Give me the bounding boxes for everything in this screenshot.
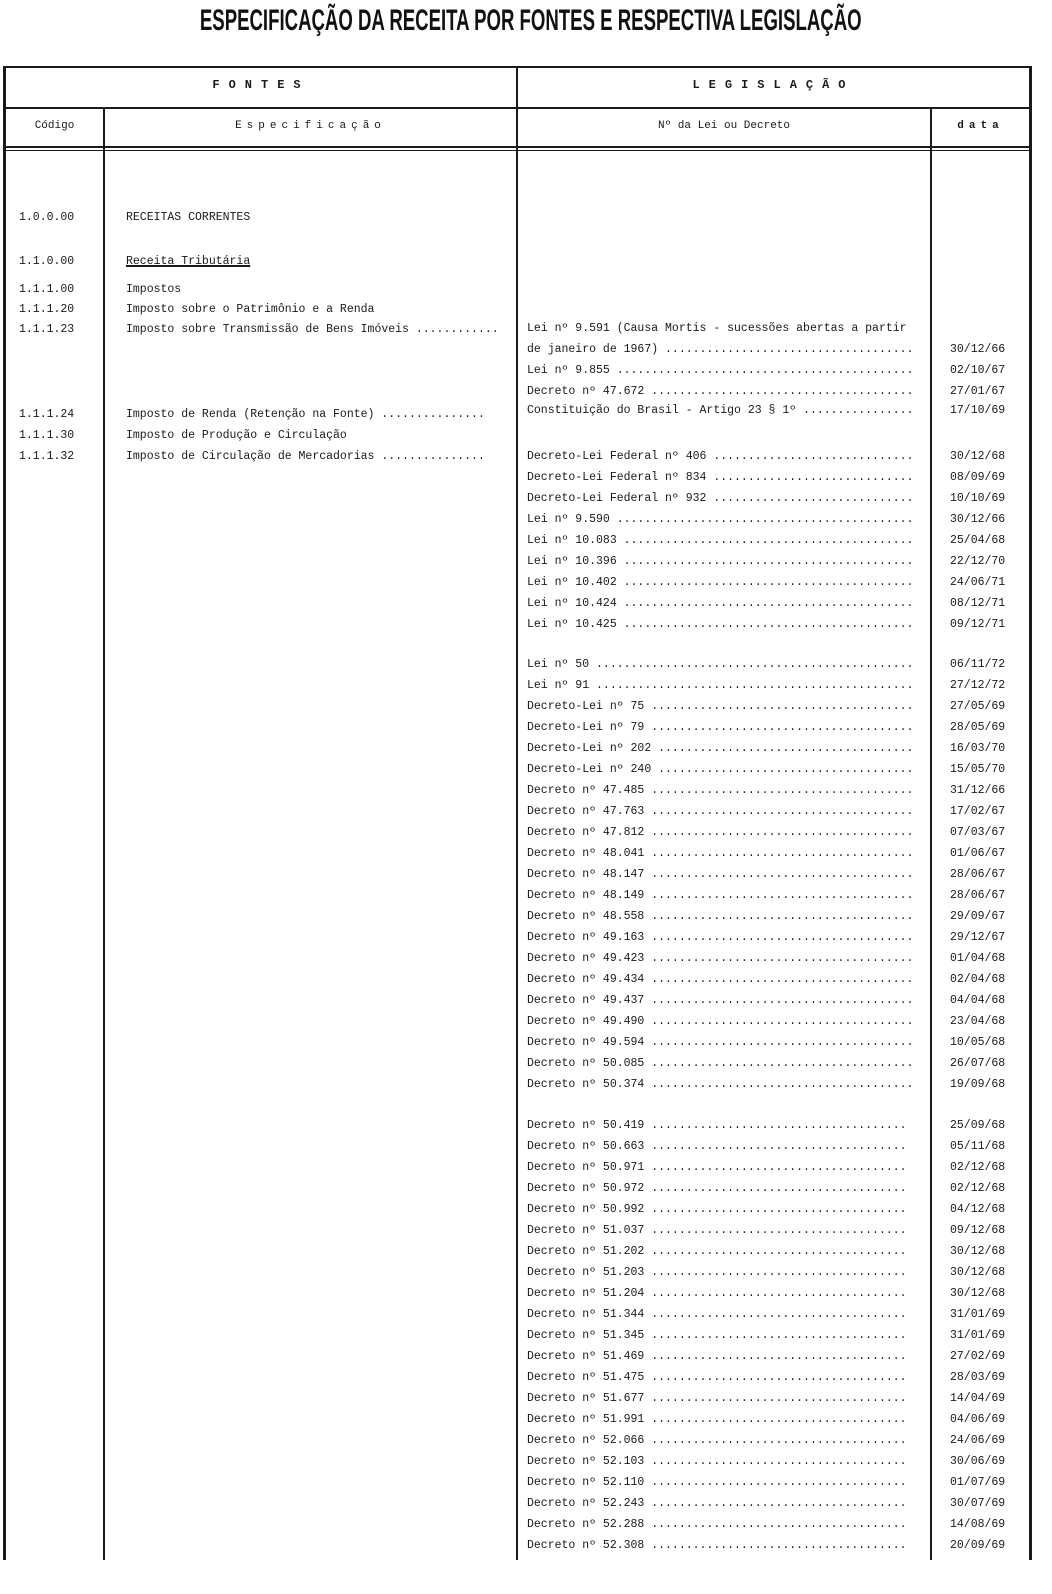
lei-data: 26/07/68 (950, 1057, 1006, 1070)
lei-data: 19/09/68 (950, 1078, 1006, 1091)
fonte-especificacao: Imposto de Produção e Circulação (126, 429, 347, 442)
fonte-especificacao: RECEITAS CORRENTES (126, 211, 251, 224)
lei-decreto: Decreto-Lei Federal nº 932 ............................. (527, 492, 914, 505)
lei-data: 30/12/68 (950, 1266, 1006, 1279)
fonte-code: 1.1.1.32 (19, 450, 75, 463)
lei-decreto: de janeiro de 1967) .................................... (527, 343, 914, 356)
lei-data: 27/05/69 (950, 700, 1006, 713)
lei-data: 24/06/71 (950, 576, 1006, 589)
lei-decreto: Decreto nº 47.812 ...................................... (527, 826, 914, 839)
header-codigo: Código (34, 120, 75, 132)
lei-data: 28/06/67 (950, 889, 1006, 902)
lei-data: 10/10/69 (950, 492, 1006, 505)
lei-data: 30/12/68 (950, 450, 1006, 463)
fonte-especificacao: Receita Tributária (126, 255, 251, 268)
lei-data: 31/01/69 (950, 1308, 1006, 1321)
lei-decreto: Decreto nº 50.419 ..................................... (527, 1119, 907, 1132)
lei-decreto: Lei nº 10.396 .......................................... (527, 555, 914, 568)
fonte-code: 1.1.1.00 (19, 283, 75, 296)
fonte-especificacao: Imposto sobre o Patrimônio e a Renda (126, 303, 375, 316)
lei-data: 25/09/68 (950, 1119, 1006, 1132)
lei-decreto: Decreto nº 50.992 ..................................... (527, 1203, 907, 1216)
lei-decreto: Decreto nº 51.991 ..................................... (527, 1413, 907, 1426)
lei-data: 15/05/70 (950, 763, 1006, 776)
header-fontes: FONTES (212, 78, 310, 92)
lei-data: 14/08/69 (950, 1518, 1006, 1531)
lei-decreto: Decreto nº 51.469 ..................................... (527, 1350, 907, 1363)
fonte-code: 1.0.0.00 (19, 211, 75, 224)
lei-data: 16/03/70 (950, 742, 1006, 755)
lei-data: 29/12/67 (950, 931, 1006, 944)
lei-data: 07/03/67 (950, 826, 1006, 839)
page-title: ESPECIFICAÇÃO DA RECEITA POR FONTES E RESPECTIVA LEGISLAÇÃO (199, 4, 862, 37)
lei-data: 17/10/69 (950, 404, 1006, 417)
lei-decreto: Decreto-Lei nº 202 ..................................... (527, 742, 914, 755)
lei-decreto: Lei nº 9.590 ........................................... (527, 513, 914, 526)
lei-decreto: Constituição do Brasil - Artigo 23 § 1º ................ (527, 404, 914, 417)
fonte-especificacao: Imposto sobre Transmissão de Bens Imóveis ............ (126, 323, 499, 336)
lei-decreto: Decreto nº 50.663 ..................................... (527, 1140, 907, 1153)
lei-decreto: Decreto nº 48.558 ...................................... (527, 910, 914, 923)
lei-decreto: Decreto nº 49.423 ...................................... (527, 952, 914, 965)
lei-data: 17/02/67 (950, 805, 1006, 818)
lei-decreto: Decreto nº 48.147 ...................................... (527, 868, 914, 881)
lei-decreto: Lei nº 10.425 .......................................... (527, 618, 914, 631)
lei-decreto: Decreto nº 51.203 ..................................... (527, 1266, 907, 1279)
lei-decreto: Decreto-Lei Federal nº 406 ............................. (527, 450, 914, 463)
lei-data: 23/04/68 (950, 1015, 1006, 1028)
lei-decreto: Decreto nº 52.308 ..................................... (527, 1539, 907, 1552)
lei-data: 02/04/68 (950, 973, 1006, 986)
lei-data: 25/04/68 (950, 534, 1006, 547)
lei-decreto: Lei nº 91 .............................................. (527, 679, 914, 692)
lei-data: 31/01/69 (950, 1329, 1006, 1342)
fonte-code: 1.1.1.24 (19, 408, 75, 421)
lei-decreto: Decreto nº 50.085 ...................................... (527, 1057, 914, 1070)
lei-decreto: Decreto nº 47.485 ...................................... (527, 784, 914, 797)
lei-data: 30/06/69 (950, 1455, 1006, 1468)
lei-data: 05/11/68 (950, 1140, 1006, 1153)
lei-decreto: Decreto nº 49.434 ...................................... (527, 973, 914, 986)
lei-data: 04/06/69 (950, 1413, 1006, 1426)
lei-data: 30/12/68 (950, 1245, 1006, 1258)
lei-data: 27/01/67 (950, 385, 1006, 398)
lei-decreto: Decreto nº 48.149 ...................................... (527, 889, 914, 902)
lei-decreto: Decreto-Lei nº 75 ...................................... (527, 700, 914, 713)
lei-data: 28/03/69 (950, 1371, 1006, 1384)
lei-decreto: Lei nº 10.424 .......................................... (527, 597, 914, 610)
header-data: data (957, 120, 1004, 132)
lei-decreto: Decreto nº 51.475 ..................................... (527, 1371, 907, 1384)
header-especificacao: Especificação (235, 120, 386, 132)
lei-data: 22/12/70 (950, 555, 1006, 568)
lei-data: 20/09/69 (950, 1539, 1006, 1552)
lei-decreto: Decreto-Lei nº 240 ..................................... (527, 763, 914, 776)
lei-decreto: Decreto nº 51.204 ..................................... (527, 1287, 907, 1300)
lei-decreto: Lei nº 9.591 (Causa Mortis - sucessões abertas a partir (527, 322, 907, 335)
lei-data: 27/12/72 (950, 679, 1006, 692)
lei-data: 02/12/68 (950, 1182, 1006, 1195)
lei-data (950, 318, 1020, 339)
lei-decreto: Lei nº 50 .............................................. (527, 658, 914, 671)
lei-decreto: Decreto nº 47.672 ...................................... (527, 385, 914, 398)
header-numero-lei: Nº da Lei ou Decreto (657, 120, 791, 132)
lei-data: 30/12/66 (950, 513, 1006, 526)
lei-decreto: Decreto nº 47.763 ...................................... (527, 805, 914, 818)
table-right-border (1029, 66, 1032, 1560)
lei-data: 02/10/67 (950, 364, 1006, 377)
lei-data: 31/12/66 (950, 784, 1006, 797)
lei-decreto: Decreto nº 52.103 ..................................... (527, 1455, 907, 1468)
fonte-code: 1.1.1.20 (19, 303, 75, 316)
fonte-especificacao: Impostos (126, 283, 182, 296)
lei-decreto: Decreto nº 51.202 ..................................... (527, 1245, 907, 1258)
fonte-especificacao: Imposto de Circulação de Mercadorias ............... (126, 450, 485, 463)
lei-data: 01/06/67 (950, 847, 1006, 860)
lei-decreto: Decreto nº 49.594 ...................................... (527, 1036, 914, 1049)
lei-decreto: Decreto nº 48.041 ...................................... (527, 847, 914, 860)
lei-data: 29/09/67 (950, 910, 1006, 923)
lei-data: 30/12/66 (950, 343, 1006, 356)
lei-decreto: Decreto-Lei nº 79 ...................................... (527, 721, 914, 734)
header-legislacao: LEGISLAÇÃO (692, 78, 855, 92)
lei-data: 30/12/68 (950, 1287, 1006, 1300)
lei-decreto: Decreto nº 51.677 ..................................... (527, 1392, 907, 1405)
lei-decreto: Decreto nº 52.288 ..................................... (527, 1518, 907, 1531)
lei-decreto: Decreto nº 50.972 ..................................... (527, 1182, 907, 1195)
fonte-code: 1.1.1.30 (19, 429, 75, 442)
lei-decreto: Decreto nº 50.971 ..................................... (527, 1161, 907, 1174)
lei-decreto: Decreto nº 52.110 ..................................... (527, 1476, 907, 1489)
lei-data: 04/12/68 (950, 1203, 1006, 1216)
lei-data: 06/11/72 (950, 658, 1006, 671)
lei-data: 24/06/69 (950, 1434, 1006, 1447)
lei-data: 01/07/69 (950, 1476, 1006, 1489)
lei-decreto: Decreto nº 51.344 ..................................... (527, 1308, 907, 1321)
table-left-border (3, 66, 6, 1560)
lei-decreto: Decreto nº 51.037 ..................................... (527, 1224, 907, 1237)
lei-data: 08/09/69 (950, 471, 1006, 484)
code-column-divider (103, 107, 105, 1560)
lei-decreto: Decreto-Lei Federal nº 834 ............................. (527, 471, 914, 484)
lei-data: 09/12/71 (950, 618, 1006, 631)
lei-decreto: Decreto nº 50.374 ...................................... (527, 1078, 914, 1091)
lei-data: 30/07/69 (950, 1497, 1006, 1510)
fonte-code: 1.1.0.00 (19, 255, 75, 268)
lei-decreto: Decreto nº 49.490 ...................................... (527, 1015, 914, 1028)
lei-decreto: Lei nº 10.402 .......................................... (527, 576, 914, 589)
lei-decreto: Decreto nº 51.345 ..................................... (527, 1329, 907, 1342)
lei-data: 28/06/67 (950, 868, 1006, 881)
date-column-divider (930, 107, 932, 1560)
fonte-especificacao: Imposto de Renda (Retenção na Fonte) ............... (126, 408, 485, 421)
lei-decreto: Decreto nº 52.066 ..................................... (527, 1434, 907, 1447)
lei-decreto: Decreto nº 49.437 ...................................... (527, 994, 914, 1007)
lei-decreto: Decreto nº 52.243 ..................................... (527, 1497, 907, 1510)
lei-data: 04/04/68 (950, 994, 1006, 1007)
lei-data: 08/12/71 (950, 597, 1006, 610)
lei-data: 27/02/69 (950, 1350, 1006, 1363)
lei-decreto: Decreto nº 49.163 ...................................... (527, 931, 914, 944)
lei-decreto: Lei nº 10.083 .......................................... (527, 534, 914, 547)
lei-decreto: Lei nº 9.855 ........................................... (527, 364, 914, 377)
lei-data: 10/05/68 (950, 1036, 1006, 1049)
lei-data: 01/04/68 (950, 952, 1006, 965)
lei-data: 28/05/69 (950, 721, 1006, 734)
lei-data: 14/04/69 (950, 1392, 1006, 1405)
lei-data: 02/12/68 (950, 1161, 1006, 1174)
fonte-code: 1.1.1.23 (19, 323, 75, 336)
fontes-legislacao-divider (516, 66, 518, 1560)
lei-data: 09/12/68 (950, 1224, 1006, 1237)
